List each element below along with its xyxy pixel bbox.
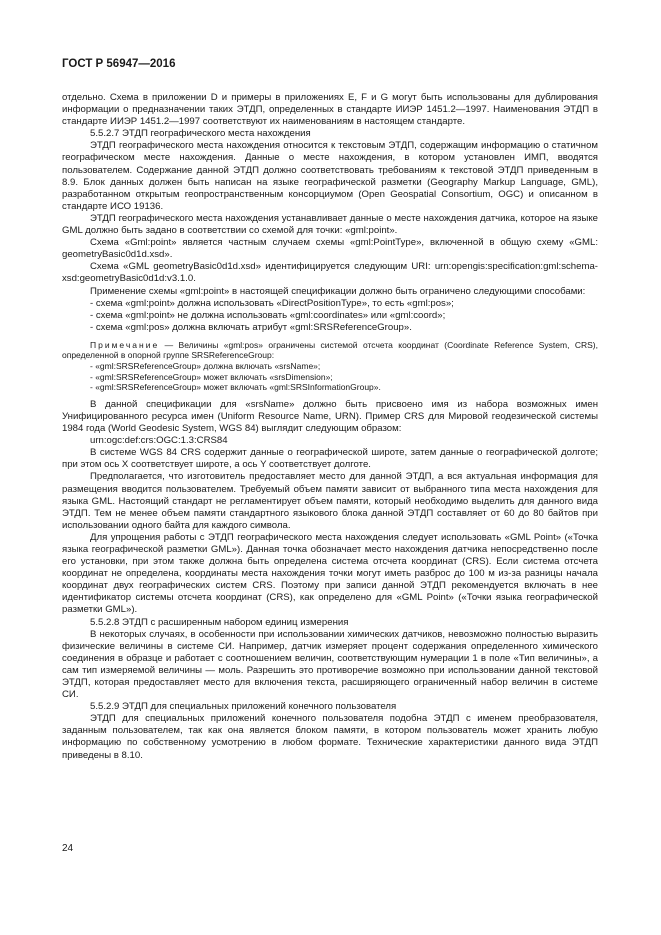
list-item: - схема «gml:pos» должна включать атрибут «gml:SRSReferenceGroup». (90, 321, 412, 333)
note-label: Примечание (90, 339, 160, 350)
paragraph: Схема «Gml:point» является частным случаем схемы «gml:PointType», включенной в общую схему «GML: geometryBasic0d1d.xsd». (62, 237, 598, 261)
paragraph: В системе WGS 84 CRS содержит данные о географической широте, затем данные о географической долготе; при этом ось X соответствует широте, а ось Y соответствует долготе. (62, 447, 598, 471)
list-item: - схема «gml:point» не должна использовать «gml:coordinates» или «gml:coord»; (90, 309, 446, 321)
note-block (62, 340, 598, 361)
paragraph: Схема «GML geometryBasic0d1d.xsd» идентифицируется следующим URI: urn:opengis:specification:gml:schema-xsd:geometryBasic0d1d:v3.1.0. (62, 261, 598, 285)
note-list-item: - «gml:SRSReferenceGroup» должна включать «srsName»; (90, 361, 321, 372)
section-heading-5-5-2-7: 5.5.2.7 ЭТДП географического места нахождения (90, 128, 311, 140)
document-header: ГОСТ Р 56947—2016 (62, 58, 176, 70)
list-item: - схема «gml:point» должна использовать «DirectPositionType», то есть «gml:pos»; (90, 297, 454, 309)
section-heading-5-5-2-8: 5.5.2.8 ЭТДП с расширенным набором единиц измерения (90, 616, 349, 628)
page-number: 24 (62, 843, 74, 854)
paragraph: ЭТДП для специальных приложений конечного пользователя подобна ЭТДП с именем преобразователя, заданным пользователем, так как она является блоком памяти, в котором пользователь может хранить любую информацию по собственному усмотрению в любом формате. Технические характеристики данного вида ЭТДП приведены в 8.10. (62, 713, 598, 761)
note-list-item: - «gml:SRSReferenceGroup» может включать «gml:SRSInformationGroup». (90, 382, 381, 393)
note-text: — Величины «gml:pos» ограничены системой отсчета координат (Coordinate Reference System, CRS), определенной в опорной группе SRSReferenceGroup: (62, 339, 598, 361)
paragraph: Применение схемы «gml:point» в настоящей спецификации должно быть ограничено следующими способами: (90, 285, 586, 297)
paragraph: Для упрощения работы с ЭТДП географического места нахождения следует использовать «GML Point» («Точка языка географической разметки GML»). Данная точка обозначает место нахождения датчика непосредственно после его установки, при этом также должна быть определена система отсчета координат (CRS). Если система отсчета координат не определена, координаты места нахождения точки могут иметь разброс до 100 м из-за разницы начала координат двух географических систем CRS. Поэтому при записи данной ЭТДП рекомендуется включать в нее идентификатор системы отсчета координат (CRS), как определено для «GML Point» («Точки языка географической разметки GML»). (62, 531, 598, 616)
document-page (62, 58, 598, 762)
paragraph: В некоторых случаях, в особенности при использовании химических датчиков, невозможно полностью выразить физические величины в системе СИ. Например, датчик измеряет процент содержания определенного химического соединения в образце и работает с соотношением величин, соответствующим нумерации 1 в поле «Тип величины», а сам тип измеряемой величины — моль. Разрешить это противоречие возможно при использовании данной текстовой ЭТДП, которая предоставляет место для включения текста, расширяющего ограниченный набор величин в системе СИ. (62, 628, 598, 701)
note-list-item: - «gml:SRSReferenceGroup» может включать «srsDimension»; (90, 371, 333, 382)
paragraph: В данной спецификации для «srsName» должно быть присвоено имя из набора возможных имен Унифицированного ресурса имен (Uniform Resource Name, URN). Пример CRS для Мировой геодезической системы 1984 года (World Geodesic System, WGS 84) выглядит следующим образом: (62, 398, 598, 435)
paragraph-continuation: отдельно. Схема в приложении D и примеры в приложениях E, F и G могут быть использованы для дублирования информации о предназначении таких ЭТДП, определенных в стандарте ИИЭР 1451.2—1997. Наименования ЭТДП в стандарте ИИЭР 1451.2—1997 соответствуют их наименованиям в настоящем стандарте. (62, 92, 598, 128)
section-heading-5-5-2-9: 5.5.2.9 ЭТДП для специальных приложений конечного пользователя (90, 701, 397, 713)
paragraph: Предполагается, что изготовитель предоставляет место для данной ЭТДП, а вся актуальная информация для размещения вводится пользователем. Требуемый объем памяти зависит от выбранного типа места нахождения для языка GML. Настоящий стандарт не регламентирует объем памяти, который необходимо выделить для данного вида ЭТДП. Тем не менее объем памяти стандартного языкового блока данной ЭТДП составляет от 60 до 80 байтов при использовании одного байта для каждого символа. (62, 471, 598, 531)
paragraph: ЭТДП географического места нахождения устанавливает данные о месте нахождения датчика, которое на языке GML должно быть задано в соответствии со схемой для точки: «gml:point». (62, 212, 598, 237)
urn-example: urn:ogc:def:crs:OGC:1.3:CRS84 (90, 435, 228, 447)
paragraph: ЭТДП географического места нахождения относится к текстовым ЭТДП, содержащим информацию о статичном географическом месте нахождения. Данные о месте нахождения, в котором установлен ИМП, вводятся пользователем. Содержание данной ЭТДП должно соответствовать требованиям к текстовой ЭТДП приведенным в 8.9. Блок данных должен быть написан на языке географической разметки (Geography Markup Language, GML), разработанном открытым геопространственным консорциумом (Open Geospatial Consortium, OGC) и описанном в стандарте ИСО 19136. (62, 140, 598, 212)
